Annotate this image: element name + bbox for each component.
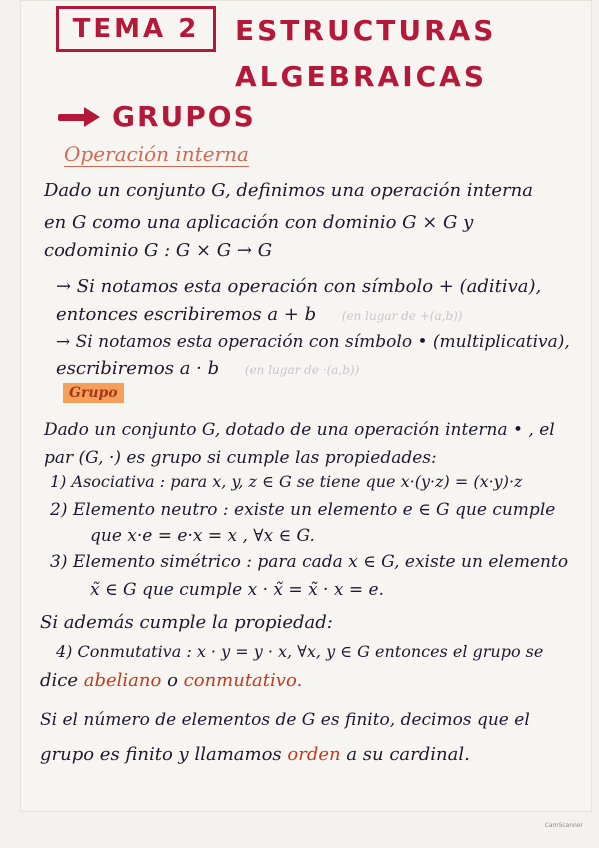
extra-property-line: Si además cumple la propiedad: bbox=[40, 612, 333, 633]
mult-line-2-text: escribiremos a · b bbox=[56, 358, 220, 379]
finite-pre: grupo es finito y llamamos bbox=[40, 744, 282, 765]
property-symmetric-eq: x̃ ∈ G que cumple x · x̃ = x̃ · x = e. bbox=[90, 580, 384, 600]
commutative-term: conmutativo. bbox=[183, 670, 303, 691]
intro-line-5-text: entonces escribiremos a + b bbox=[56, 304, 317, 325]
finite-line-2 bbox=[40, 744, 470, 765]
mult-line-2 bbox=[56, 358, 359, 379]
abelian-pre: dice bbox=[40, 670, 79, 691]
topic-number: TEMA 2 bbox=[72, 14, 200, 44]
title-line-2: ALGEBRAICAS bbox=[235, 60, 487, 93]
title-line-1: ESTRUCTURAS bbox=[235, 14, 497, 47]
abelian-line bbox=[40, 670, 302, 691]
property-neutral-eq: que x·e = e·x = x , ∀x ∈ G. bbox=[90, 526, 315, 546]
group-line-1: Dado un conjunto G, dotado de una operación interna • , el bbox=[44, 420, 555, 440]
property-neutral: 2) Elemento neutro : existe un elemento e ∈ G que cumple bbox=[50, 500, 556, 520]
page-title bbox=[235, 8, 497, 100]
section-title: GRUPOS bbox=[112, 100, 256, 133]
abelian-or: o bbox=[167, 670, 178, 691]
intro-line-4: → Si notamos esta operación con símbolo + (aditiva), bbox=[56, 276, 542, 297]
property-symmetric: 3) Elemento simétrico : para cada x ∈ G, existe un elemento bbox=[50, 552, 569, 572]
mult-line-1: → Si notamos esta operación con símbolo • (multiplicativa), bbox=[56, 332, 570, 352]
finite-line-1: Si el número de elementos de G es finito, decimos que el bbox=[40, 710, 530, 730]
group-tag: Grupo bbox=[63, 383, 124, 403]
note-additive: (en lugar de +(a,b)) bbox=[341, 309, 463, 323]
section-heading bbox=[58, 100, 256, 133]
intro-line-2: en G como una aplicación con dominio G × G y bbox=[44, 212, 474, 233]
intro-line-1: Dado un conjunto G, definimos una operación interna bbox=[44, 180, 533, 201]
arrow-right-icon bbox=[58, 107, 102, 127]
topic-box bbox=[56, 6, 216, 52]
abelian-term: abeliano bbox=[83, 670, 162, 691]
intro-line-3: codominio G : G × G → G bbox=[44, 240, 273, 261]
finite-post: a su cardinal. bbox=[346, 744, 470, 765]
property-commutative: 4) Conmutativa : x · y = y · x, ∀x, y ∈ G entonces el grupo se bbox=[56, 642, 544, 661]
subheading-internal-operation: Operación interna bbox=[64, 142, 249, 166]
property-associative: 1) Asociativa : para x, y, z ∈ G se tiene que x·(y·z) = (x·y)·z bbox=[50, 472, 523, 491]
note-multiplicative: (en lugar de ·(a,b)) bbox=[244, 363, 360, 377]
order-term: orden bbox=[287, 744, 341, 765]
group-line-2: par (G, ·) es grupo si cumple las propiedades: bbox=[44, 448, 437, 468]
intro-line-5 bbox=[56, 304, 463, 325]
notebook-page bbox=[20, 0, 592, 812]
scanner-watermark: CamScanner bbox=[544, 822, 583, 829]
